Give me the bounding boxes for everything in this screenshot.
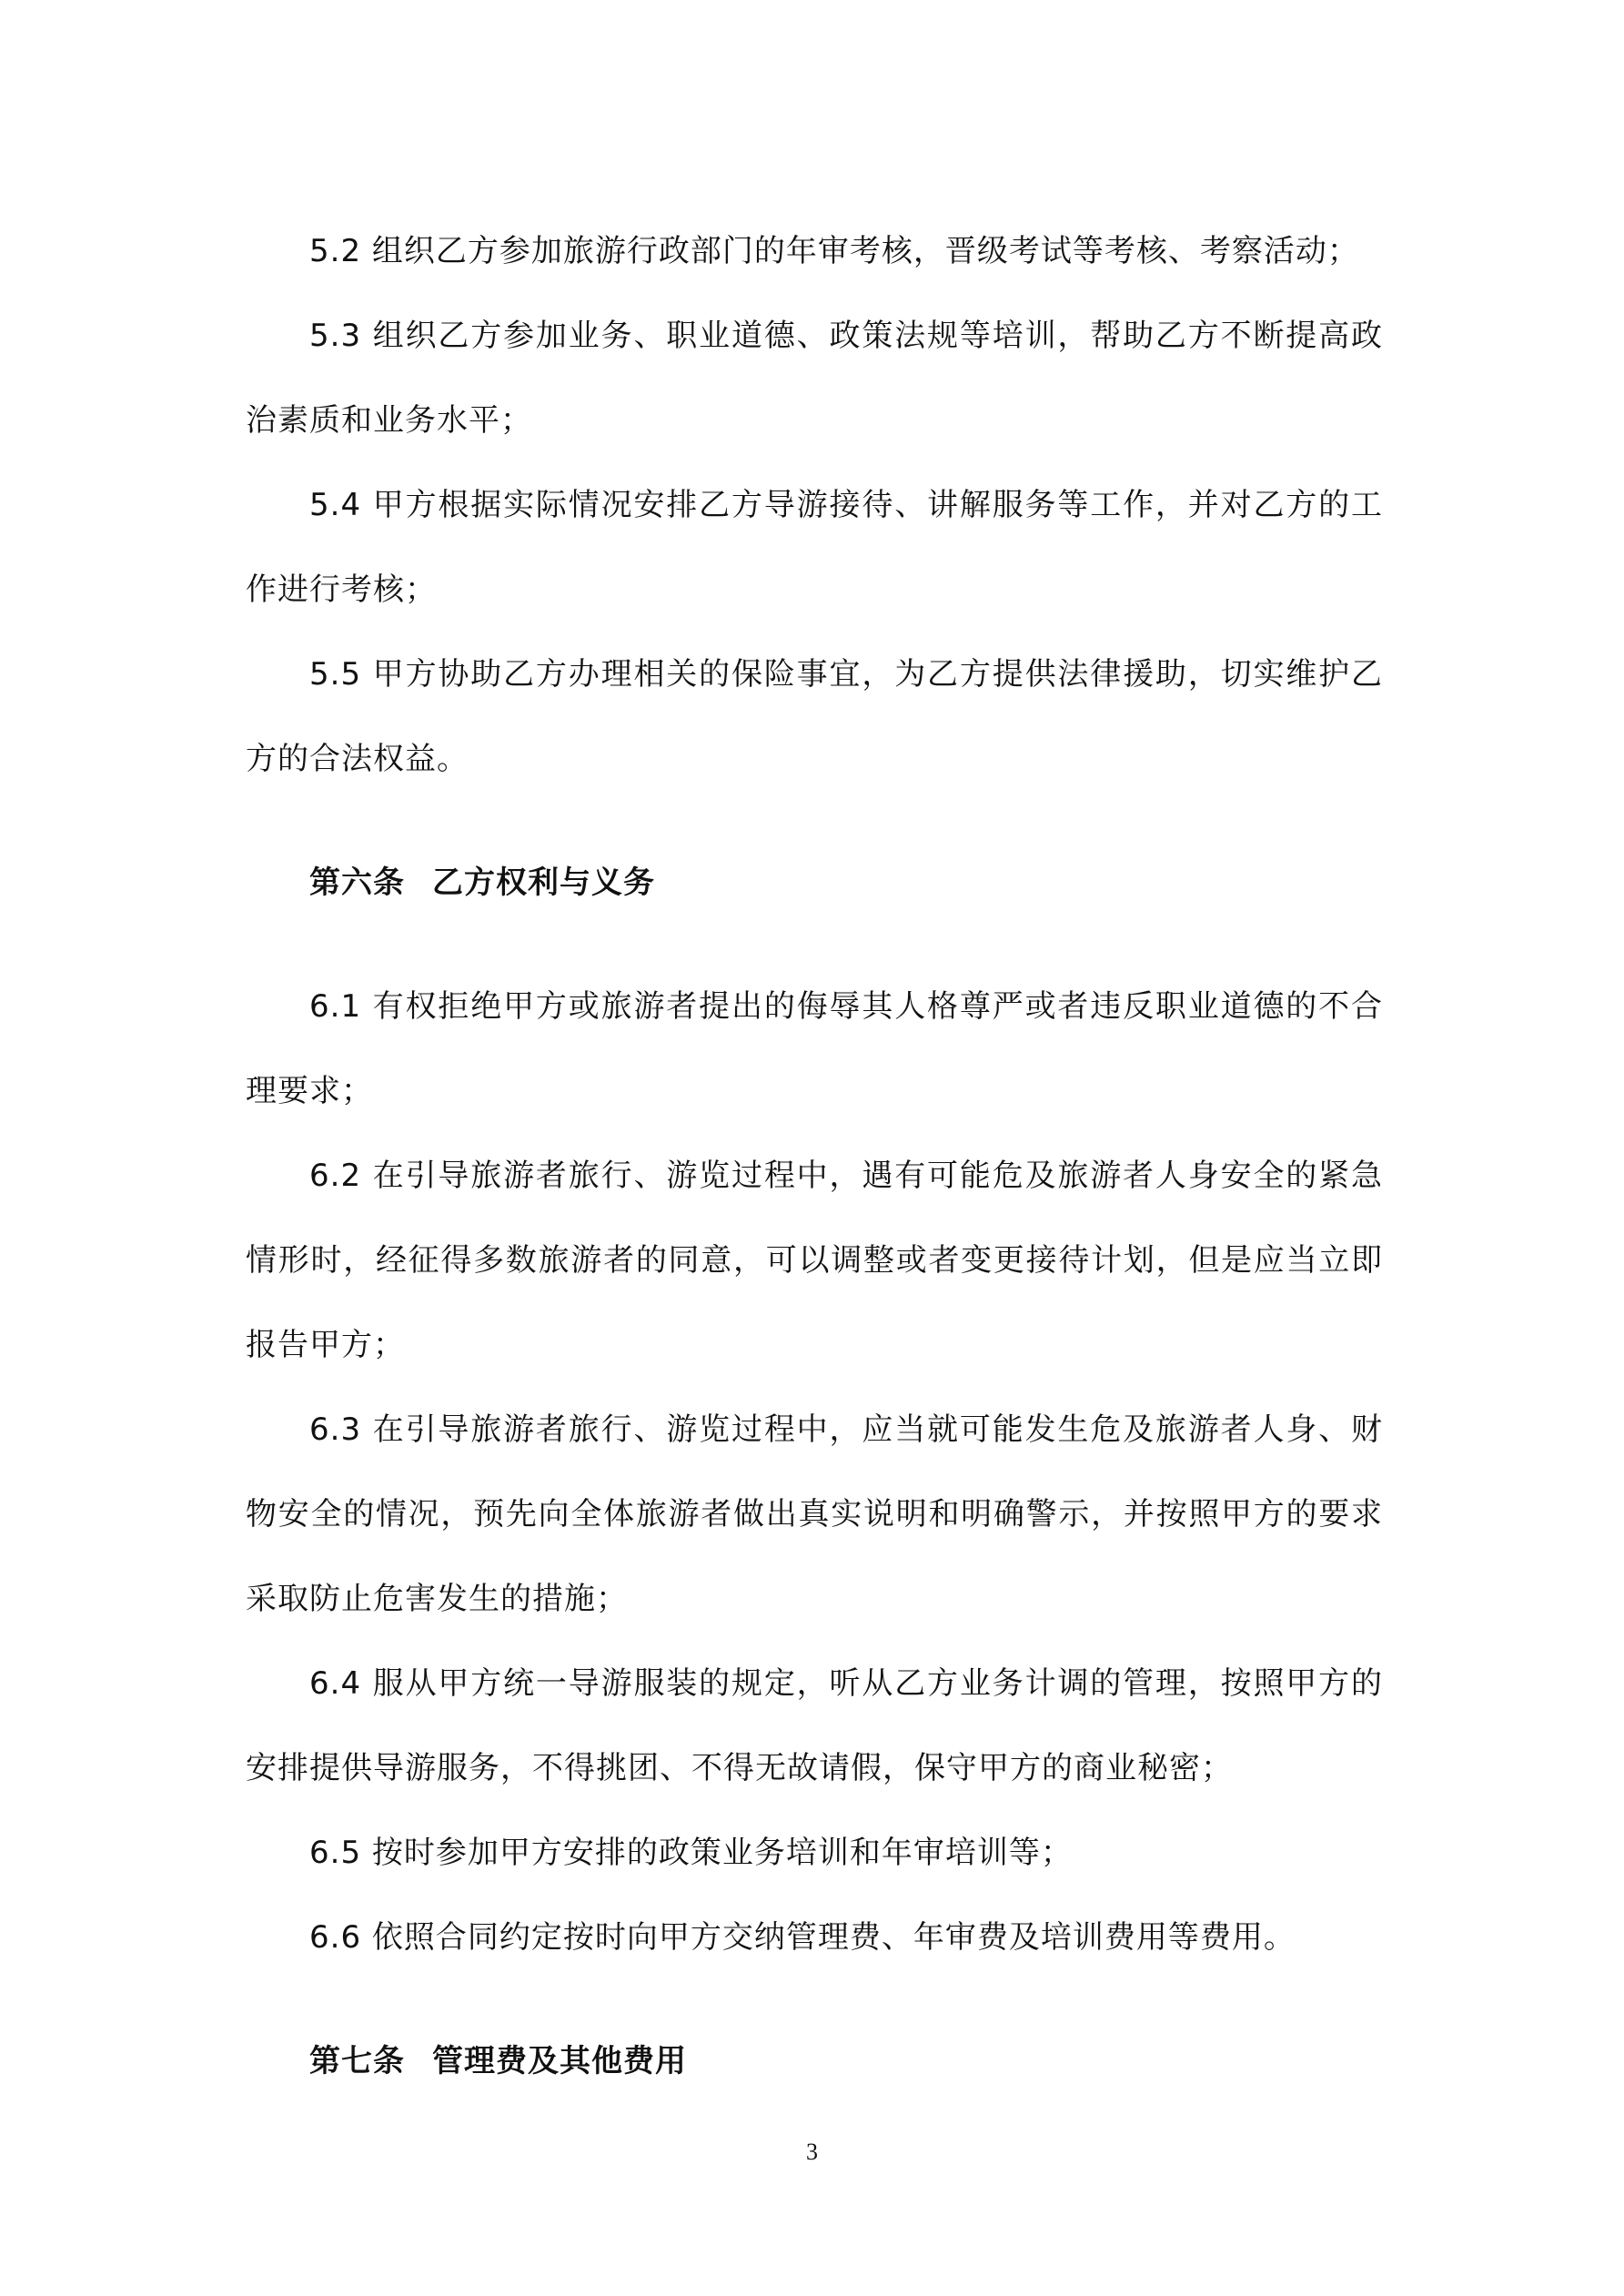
clause-5-4: 5.4 甲方根据实际情况安排乙方导游接待、讲解服务等工作，并对乙方的工作进行考核； (246, 487, 1383, 608)
section-heading-7 (246, 1980, 1383, 2143)
clause-5-2: 5.2 组织乙方参加旅游行政部门的年审考核，晋级考试等考核、考察活动； (309, 233, 1359, 269)
section-heading-6 (246, 802, 1383, 965)
section-title-6: 乙方权利与义务 (432, 865, 655, 901)
page-number: 3 (806, 2139, 818, 2165)
clause-6-4: 6.4 服从甲方统一导游服装的规定，听从乙方业务计调的管理，按照甲方的安排提供导游服务，不得挑团、不得无故请假，保守甲方的商业秘密； (246, 1665, 1383, 1786)
clause-6-5: 6.5 按时参加甲方安排的政策业务培训和年审培训等； (309, 1835, 1073, 1871)
document-body (246, 209, 1383, 2143)
clause-6-3: 6.3 在引导旅游者旅行、游览过程中，应当就可能发生危及旅游者人身、财物安全的情况，预先向全体旅游者做出真实说明和明确警示，并按照甲方的要求采取防止危害发生的措施； (246, 1411, 1383, 1617)
clause-6-1: 6.1 有权拒绝甲方或旅游者提出的侮辱其人格尊严或者违反职业道德的不合理要求； (246, 988, 1383, 1109)
clause-5-3: 5.3 组织乙方参加业务、职业道德、政策法规等培训，帮助乙方不断提高政治素质和业务水平； (246, 318, 1383, 439)
clause-6-6: 6.6 依照合同约定按时向甲方交纳管理费、年审费及培训费用等费用。 (309, 1919, 1296, 1956)
clause-6-2: 6.2 在引导旅游者旅行、游览过程中，遇有可能危及旅游者人身安全的紧急情形时，经征得多数旅游者的同意，可以调整或者变更接待计划，但是应当立即报告甲方； (246, 1158, 1383, 1363)
clause-5-5: 5.5 甲方协助乙方办理相关的保险事宜，为乙方提供法律援助，切实维护乙方的合法权益。 (246, 656, 1383, 777)
section-number-7: 第七条 (309, 2043, 405, 2079)
section-number-6: 第六条 (309, 865, 405, 901)
section-title-7: 管理费及其他费用 (432, 2043, 687, 2079)
